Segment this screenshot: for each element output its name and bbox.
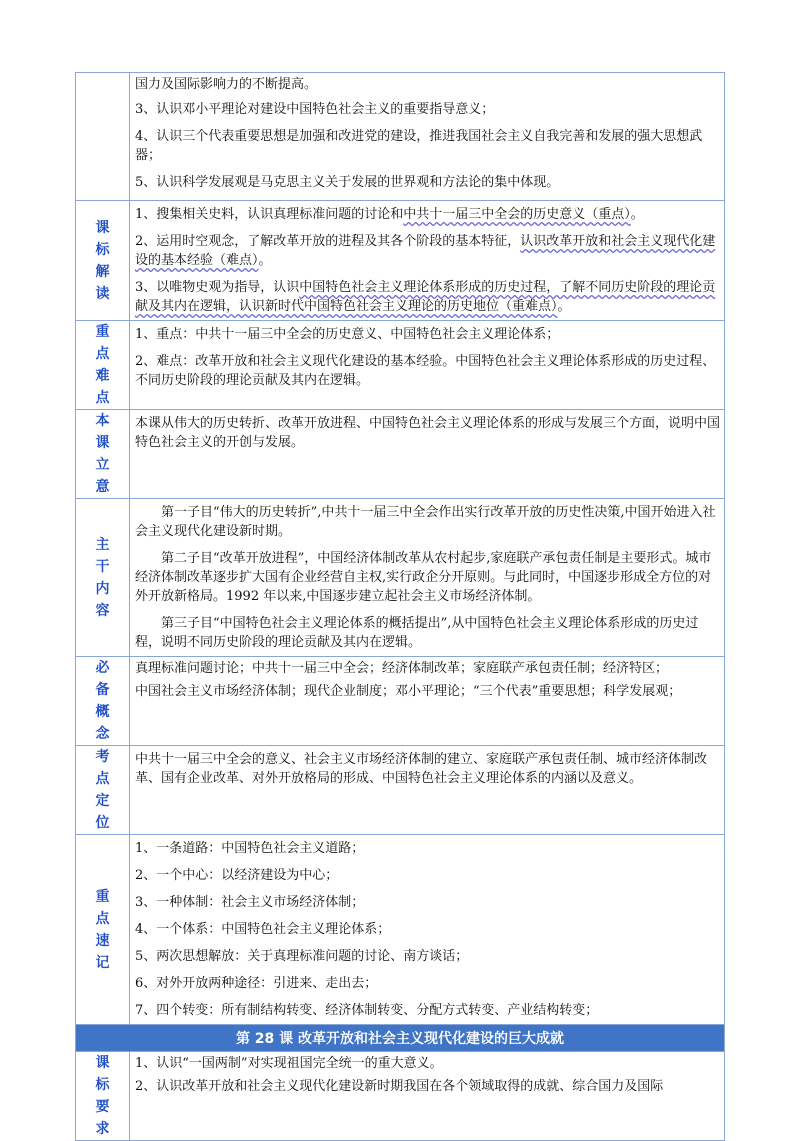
list-item: 5、认识科学发展观是马克思主义关于发展的世界观和方法论的集中体现。 bbox=[135, 175, 560, 190]
row-label: 考点定位 bbox=[76, 746, 130, 835]
list-item: 2、认识改革开放和社会主义现代化建设新时期我国在各个领域取得的成就、综合国力及国际 bbox=[135, 1079, 664, 1094]
list-item: 第三子目“中国特色社会主义理论体系的概括提出”,从中国特色社会主义理论体系形成的历史过程，说明不同历史阶段的理论贡献及其内在逻辑。 bbox=[135, 616, 699, 650]
list-item bbox=[135, 228, 720, 274]
row-kaodian-dingwei bbox=[76, 746, 725, 835]
list-item: 第二子目“改革开放进程”，中国经济体制改革从农村起步,家庭联产承包责任制是主要形式。城市经济体制改革逐步扩大国有企业经营自主权,实行政企分开原则。与此同时，中国逐步形成全方位的对外开放新格局。1992 年以来,中国逐步建立起社会主义市场经济体制。 bbox=[135, 551, 712, 604]
row-bibei-gainian bbox=[76, 657, 725, 746]
row-content bbox=[130, 201, 725, 321]
list-item: 中国社会主义市场经济体制；现代企业制度；邓小平理论；“三个代表”重要思想；科学发展观； bbox=[135, 684, 682, 699]
list-item: 国力及国际影响力的不断提高。 bbox=[135, 77, 318, 92]
list-item: 1、一条道路：中国特色社会主义道路； bbox=[135, 841, 365, 856]
row-continuation bbox=[76, 73, 725, 201]
row-content bbox=[130, 73, 725, 201]
underlined-text: 认识改革开放和社会主义现代化建设的基本经验（难点） bbox=[135, 234, 716, 268]
text: 3、以唯物史观为指导，认识 bbox=[135, 280, 300, 295]
row-content bbox=[130, 321, 725, 410]
list-item: 第一子目“伟大的历史转折”,中共十一届三中全会作出实行改革开放的历史性决策,中国开始进入社会主义现代化建设新时期。 bbox=[135, 505, 716, 539]
list-item: 真理标准问题讨论；中共十一届三中全会；经济体制改革；家庭联产承包责任制；经济特区； bbox=[135, 661, 669, 676]
row-zhongdian-nandian bbox=[76, 321, 725, 410]
syllabus-table bbox=[75, 72, 725, 1141]
list-item: 2、难点：改革开放和社会主义现代化建设的基本经验。中国特色社会主义理论体系形成的历史过程、不同历史阶段的理论贡献及其内在逻辑。 bbox=[135, 354, 716, 388]
paragraph: 中共十一届三中全会的意义、社会主义市场经济体制的建立、家庭联产承包责任制、城市经济体制改革、国有企业改革、对外开放格局的形成、中国特色社会主义理论体系的内涵以及意义。 bbox=[135, 752, 708, 786]
row-zhugan-neirong bbox=[76, 499, 725, 657]
row-benke-liyi bbox=[76, 410, 725, 499]
list-item: 1、重点：中共十一届三中全会的历史意义、中国特色社会主义理论体系； bbox=[135, 327, 560, 342]
row-label: 重点难点 bbox=[76, 321, 130, 410]
row-content bbox=[130, 835, 725, 1025]
row-label: 课标解读 bbox=[76, 201, 130, 321]
list-item: 4、认识三个代表重要思想是加强和改进党的建设，推进我国社会主义自我完善和发展的强大思想武器； bbox=[135, 129, 703, 163]
text: 1、搜集相关史料，认识真理标准问题的讨论和 bbox=[135, 207, 404, 222]
row-zhongdian-suji bbox=[76, 835, 725, 1025]
list-item: 5、两次思想解放：关于真理标准问题的讨论、南方谈话； bbox=[135, 949, 469, 964]
lesson-header-row bbox=[76, 1025, 725, 1052]
row-label: 课标要求 bbox=[76, 1052, 130, 1141]
syllabus-page bbox=[75, 72, 725, 1141]
list-item: 3、认识邓小平理论对建设中国特色社会主义的重要指导意义； bbox=[135, 102, 495, 117]
lesson-title: 第 28 课 改革开放和社会主义现代化建设的巨大成就 bbox=[76, 1025, 725, 1052]
row-content bbox=[130, 746, 725, 835]
text: 。 bbox=[258, 253, 272, 268]
row-content bbox=[130, 1052, 725, 1141]
text: 2、运用时空观念，了解改革开放的进程及其各个阶段的基本特征， bbox=[135, 234, 521, 249]
row-label: 必备概念 bbox=[76, 657, 130, 746]
list-item: 4、一个体系：中国特色社会主义理论体系； bbox=[135, 922, 391, 937]
row-label: 主干内容 bbox=[76, 499, 130, 657]
text: 。 bbox=[557, 299, 571, 314]
list-item: 6、对外开放两种途径：引进来、走出去； bbox=[135, 976, 378, 991]
underlined-text: 中共十一届三中全会的历史意义（重点） bbox=[403, 207, 631, 222]
underlined-text: 中国特色社会主义理论体系形成的历史过程，了解不同历史阶段的理论贡献及其内在逻辑，认识新时代中国特色社会主义理论的历史地位（重难点） bbox=[135, 280, 716, 314]
text: 。 bbox=[630, 207, 644, 222]
list-item bbox=[135, 201, 720, 228]
row-kebiao-jiedu bbox=[76, 201, 725, 321]
row-label-empty bbox=[76, 73, 130, 201]
row-content bbox=[130, 499, 725, 657]
list-item: 2、一个中心：以经济建设为中心； bbox=[135, 868, 339, 883]
row-label: 重点速记 bbox=[76, 835, 130, 1025]
list-item: 1、认识“一国两制”对实现祖国完全统一的重大意义。 bbox=[135, 1056, 443, 1071]
list-item: 7、四个转变：所有制结构转变、经济体制转变、分配方式转变、产业结构转变； bbox=[135, 1003, 599, 1018]
row-content bbox=[130, 657, 725, 746]
row-kebiao-yaoqiu bbox=[76, 1052, 725, 1141]
paragraph: 本课从伟大的历史转折、改革开放进程、中国特色社会主义理论体系的形成与发展三个方面，说明中国特色社会主义的开创与发展。 bbox=[135, 416, 721, 450]
list-item: 3、一种体制：社会主义市场经济体制； bbox=[135, 895, 365, 910]
row-label: 本课立意 bbox=[76, 410, 130, 499]
list-item bbox=[135, 274, 720, 320]
row-content bbox=[130, 410, 725, 499]
